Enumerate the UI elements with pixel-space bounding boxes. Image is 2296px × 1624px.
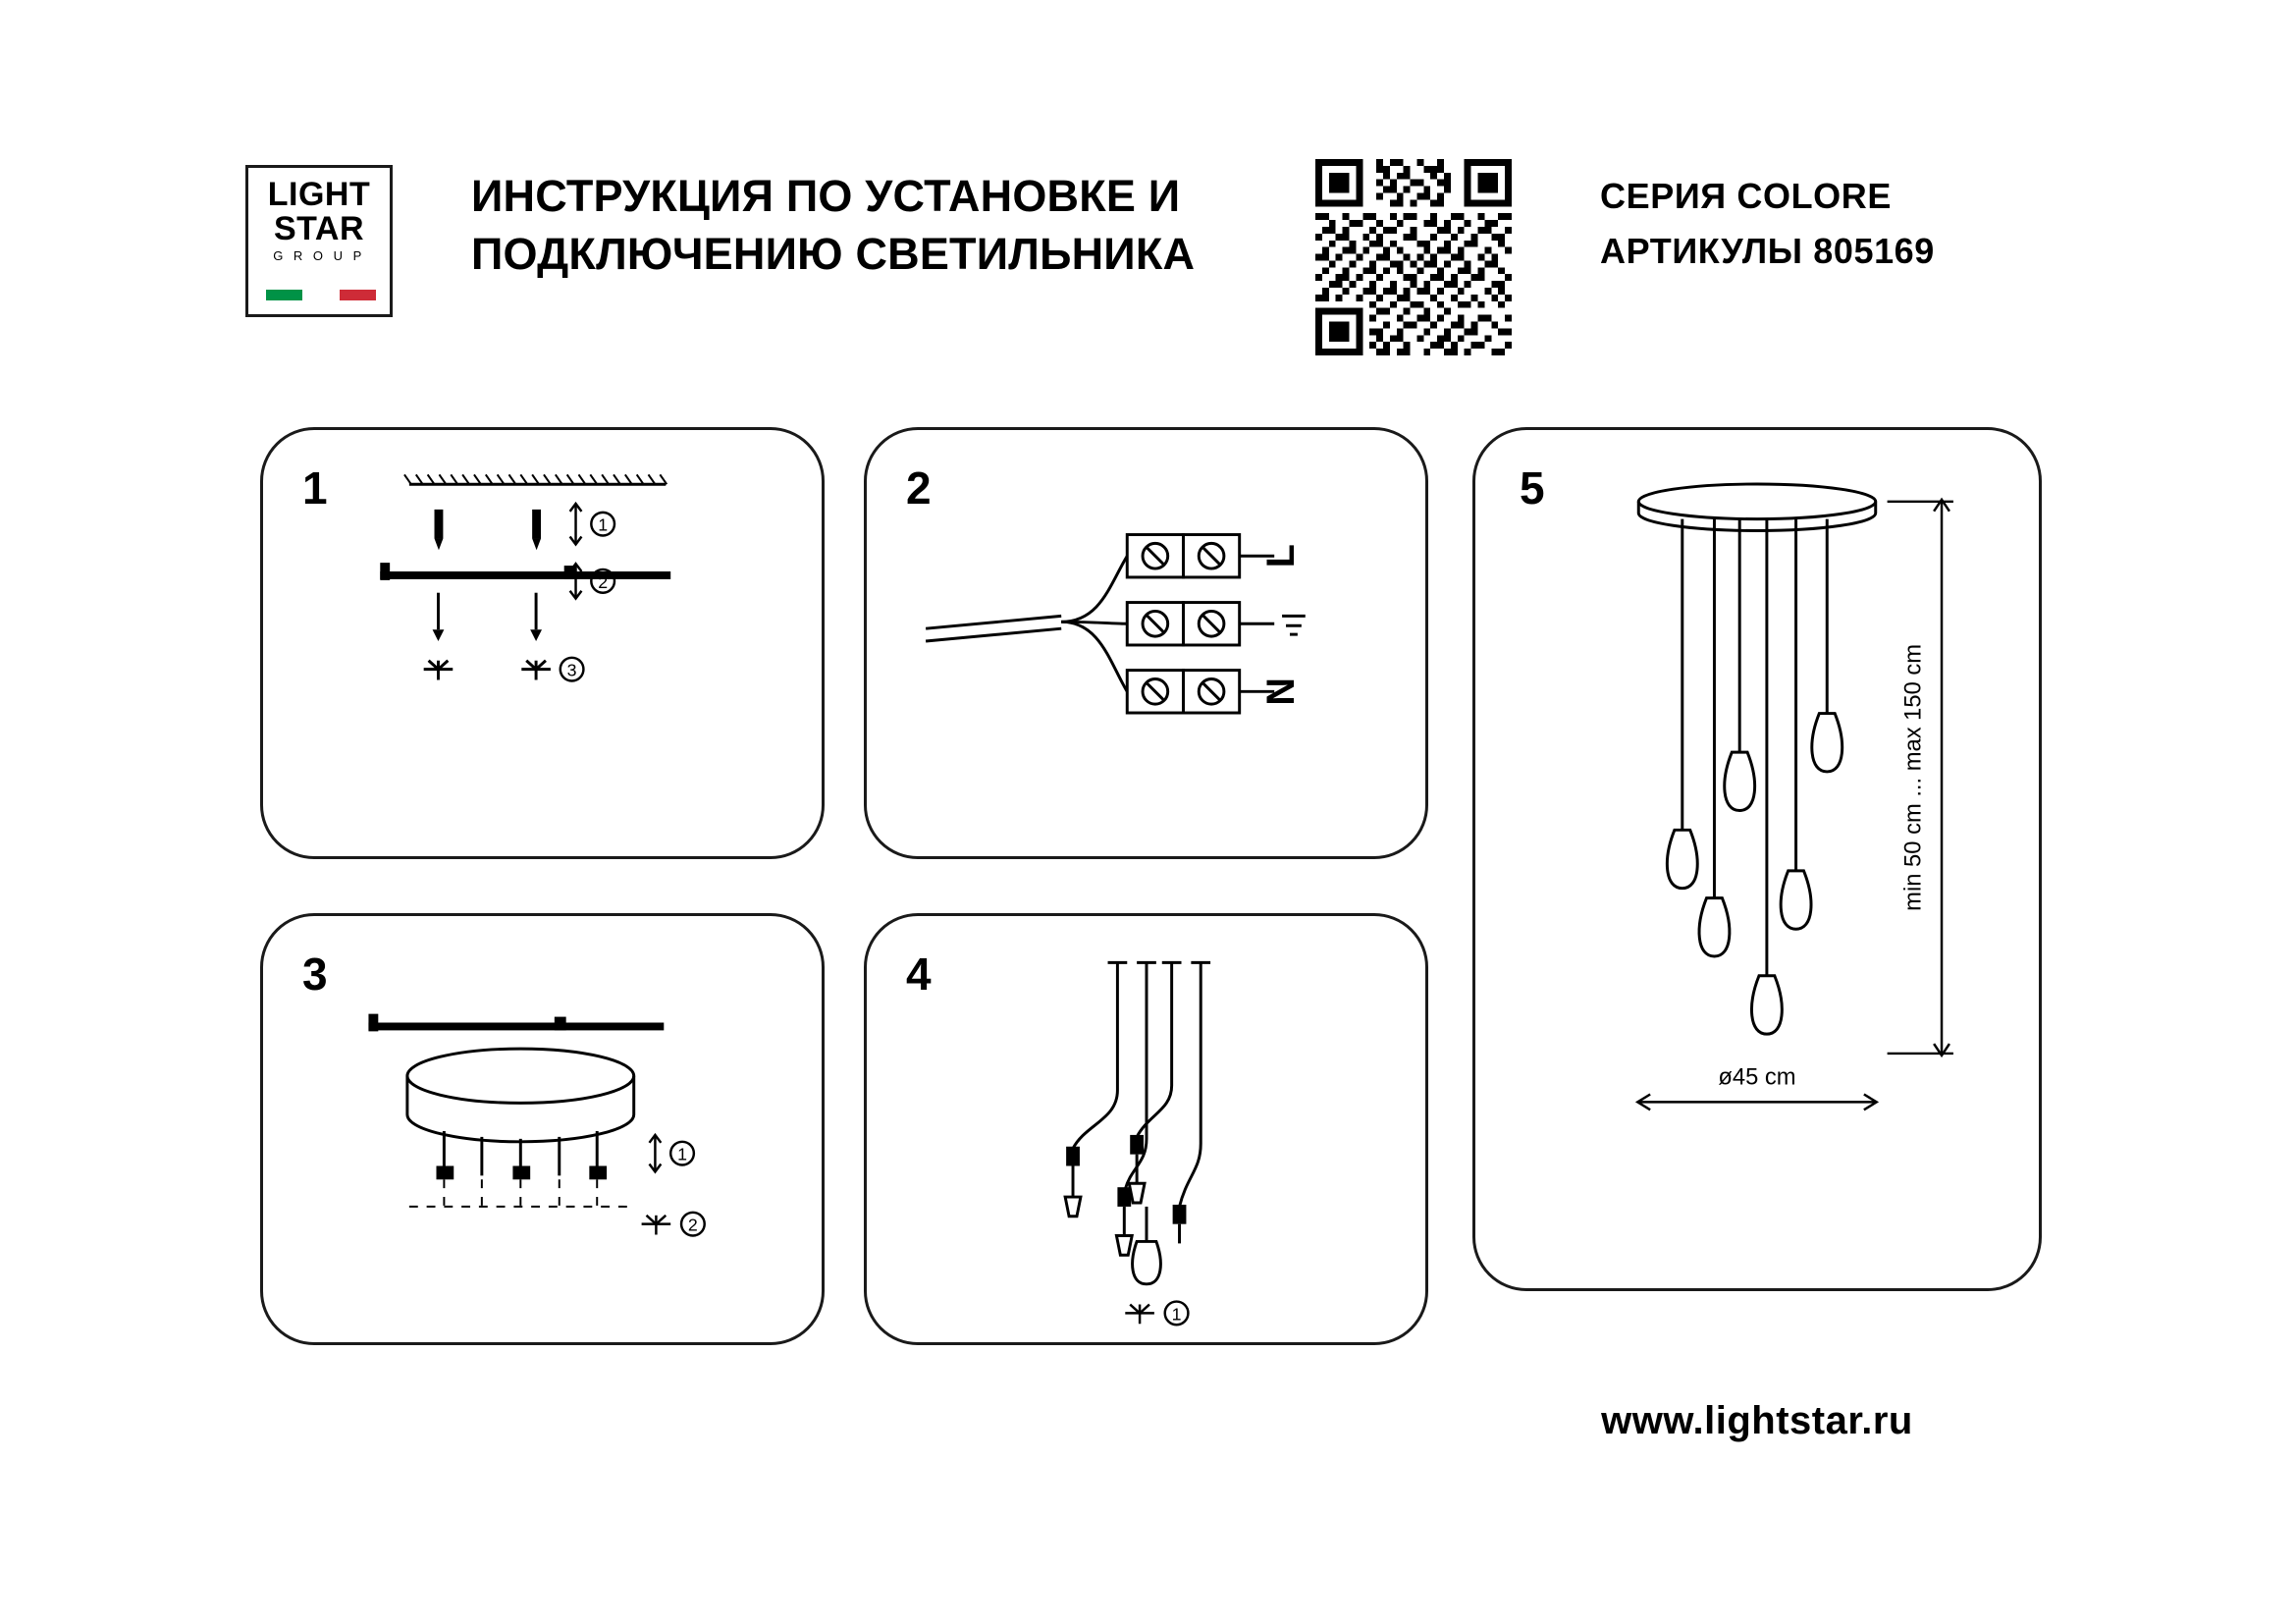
step-panel-4	[864, 913, 1428, 1345]
step-number-2: 2	[906, 462, 932, 514]
logo-text	[248, 178, 390, 263]
height-range-label: min 50 cm ... max 150 cm	[1899, 643, 1927, 911]
step-1-diagram	[263, 430, 822, 856]
callout-1-2: 2	[598, 571, 609, 592]
logo-line-3: G R O U P	[273, 248, 365, 264]
step-2-wiring-diagram	[867, 430, 1425, 856]
callout-3-1: 1	[677, 1144, 687, 1164]
step-number-5: 5	[1520, 462, 1545, 514]
logo-line-1: LIGHT	[267, 176, 371, 213]
wire-label-N: N	[1258, 677, 1303, 706]
step-panel-2	[864, 427, 1428, 859]
step-panel-3	[260, 913, 825, 1345]
step-number-1: 1	[302, 462, 328, 514]
qr-code-icon	[1315, 159, 1512, 355]
step-number-4: 4	[906, 948, 932, 1000]
callout-1-1: 1	[598, 514, 609, 535]
step-3-diagram	[263, 916, 822, 1342]
logo-line-2: STAR	[273, 209, 365, 247]
brand-logo	[245, 165, 393, 317]
page-title: ИНСТРУКЦИЯ ПО УСТАНОВКЕ И ПОДКЛЮЧЕНИЮ СВЕТИЛЬНИКА	[471, 171, 1196, 280]
step-panel-5	[1472, 427, 2042, 1291]
product-meta	[1600, 169, 2061, 279]
step-4-diagram	[867, 916, 1425, 1342]
callout-4-1: 1	[1171, 1304, 1182, 1325]
website-url[interactable]: www.lightstar.ru	[1601, 1399, 1913, 1442]
series-label: СЕРИЯ COLORE	[1600, 176, 1892, 216]
document-header	[245, 157, 2061, 334]
diameter-label: ø45 cm	[1718, 1063, 1796, 1091]
step-number-3: 3	[302, 948, 328, 1000]
italy-flag-icon	[266, 290, 376, 300]
article-label: АРТИКУЛЫ 805169	[1600, 230, 1935, 271]
callout-1-3: 3	[566, 660, 577, 680]
step-5-final-assembly-diagram	[1475, 430, 2039, 1288]
callout-3-2: 2	[687, 1215, 698, 1235]
wire-label-L: L	[1258, 544, 1303, 568]
step-panel-1	[260, 427, 825, 859]
